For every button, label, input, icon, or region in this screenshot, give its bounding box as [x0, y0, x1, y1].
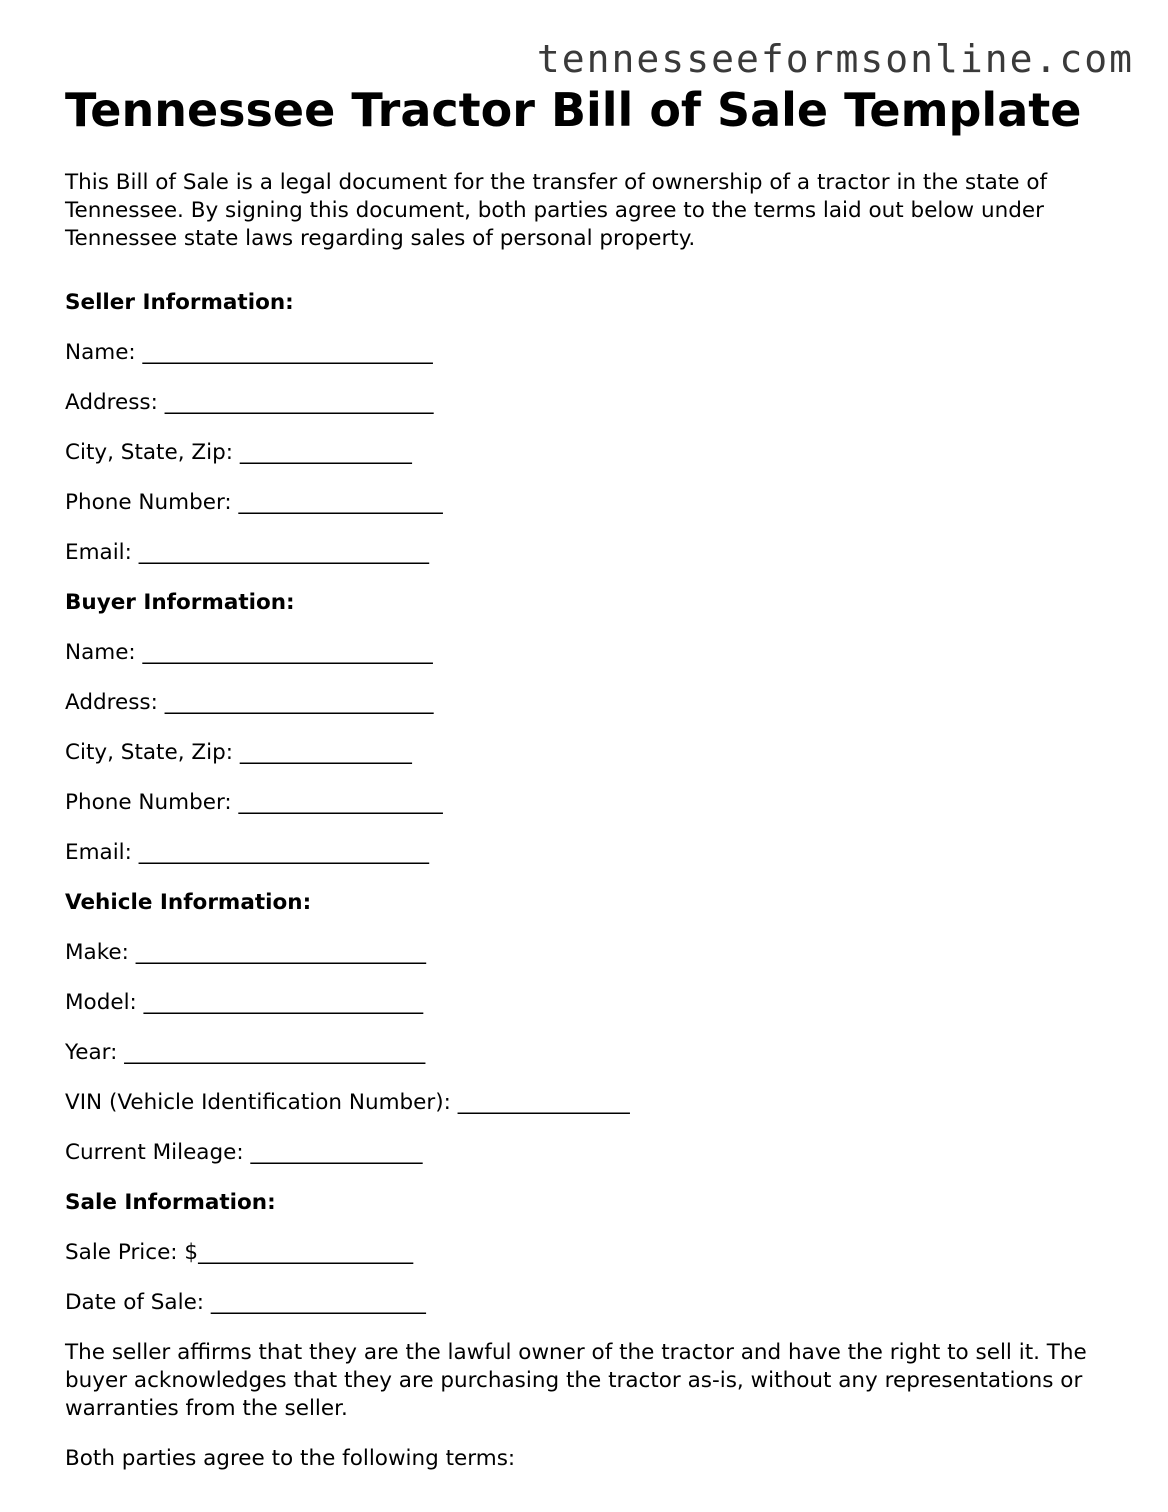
document-body: [65, 169, 1115, 1495]
vehicle-vin-field[interactable]: VIN (Vehicle Identification Number): ________________: [65, 1090, 630, 1115]
sale-price-field[interactable]: Sale Price: $____________________: [65, 1240, 414, 1265]
vehicle-mileage-field[interactable]: Current Mileage: ________________: [65, 1140, 423, 1165]
site-watermark: tennesseeformsonline.com: [536, 37, 1134, 81]
sale-section-heading: Sale Information:: [65, 1190, 276, 1215]
seller-city-state-zip-field[interactable]: City, State, Zip: ________________: [65, 440, 412, 465]
buyer-phone-field[interactable]: Phone Number: ___________________: [65, 790, 443, 815]
vehicle-make-field[interactable]: Make: ___________________________: [65, 940, 426, 965]
terms-intro-paragraph: Both parties agree to the following terms:: [65, 1446, 516, 1471]
buyer-city-state-zip-field[interactable]: City, State, Zip: ________________: [65, 740, 412, 765]
seller-section-heading: Seller Information:: [65, 290, 294, 315]
seller-address-field[interactable]: Address: _________________________: [65, 390, 434, 415]
seller-name-field[interactable]: Name: ___________________________: [65, 340, 433, 365]
sale-date-field[interactable]: Date of Sale: ____________________: [65, 1290, 426, 1315]
buyer-name-field[interactable]: Name: ___________________________: [65, 640, 433, 665]
document-title: Tennessee Tractor Bill of Sale Template: [65, 83, 1082, 137]
vehicle-model-field[interactable]: Model: __________________________: [65, 990, 424, 1015]
intro-paragraph: This Bill of Sale is a legal document for the transfer of ownership of a tractor in the state of Tennessee. By signing this document, both parties agree to the terms laid out below under Tennessee state laws regarding sales of personal property.: [65, 170, 1048, 251]
buyer-section-heading: Buyer Information:: [65, 590, 295, 615]
vehicle-year-field[interactable]: Year: ____________________________: [65, 1040, 426, 1065]
buyer-email-field[interactable]: Email: ___________________________: [65, 840, 429, 865]
buyer-address-field[interactable]: Address: _________________________: [65, 690, 434, 715]
affirmation-paragraph: The seller affirms that they are the lawful owner of the tractor and have the right to sell it. The buyer acknowledges that they are purchasing the tractor as-is, without any representations or warranties from the seller.: [65, 1340, 1087, 1421]
seller-phone-field[interactable]: Phone Number: ___________________: [65, 490, 443, 515]
seller-email-field[interactable]: Email: ___________________________: [65, 540, 429, 565]
vehicle-section-heading: Vehicle Information:: [65, 890, 312, 915]
